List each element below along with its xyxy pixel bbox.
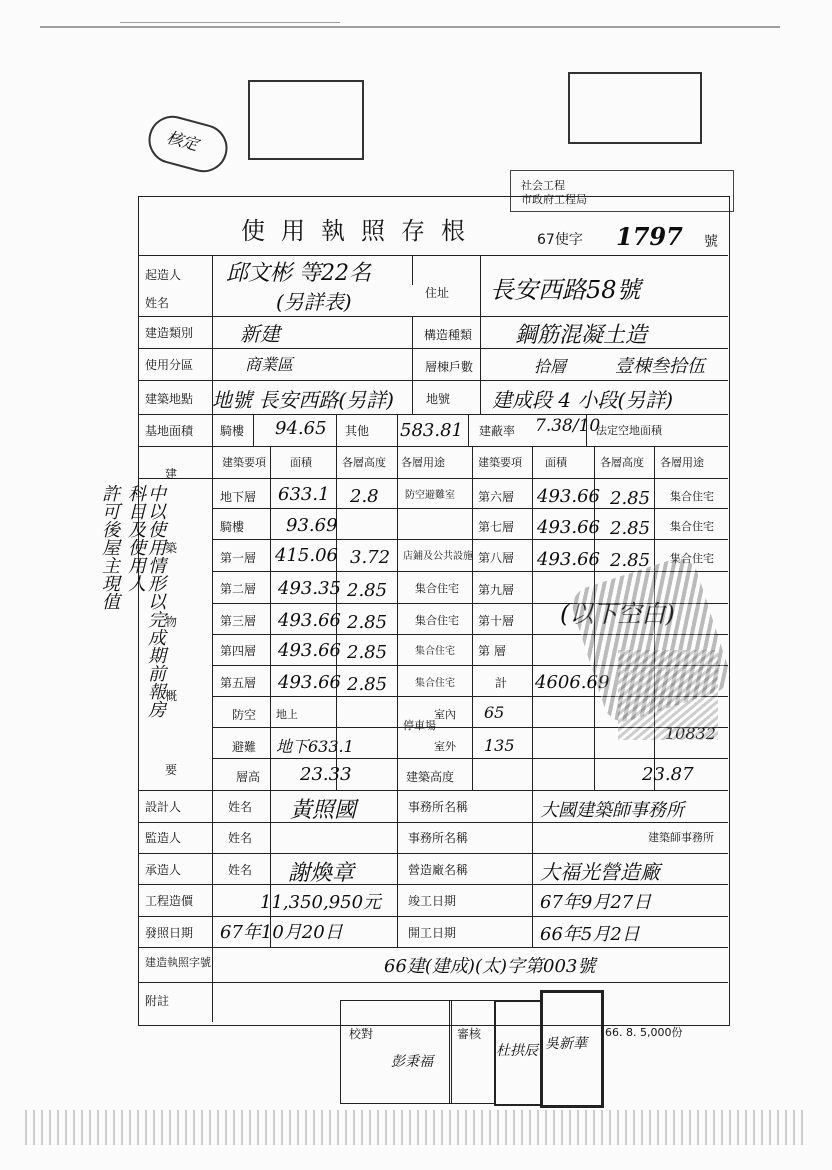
structure-label: 構造種類 (424, 328, 473, 342)
site-label: 建築地點 (145, 392, 194, 406)
building-header-left-height: 各層高度 (342, 456, 386, 469)
floor-height-label: 層高 (236, 770, 261, 784)
building-header-right-item: 建築要項 (478, 456, 522, 469)
contractor-office-label: 營造廠名稱 (408, 863, 469, 877)
parking-out-label: 室外 (434, 740, 456, 753)
left-row-5-height: 2.85 (347, 612, 388, 633)
floors-value: 拾層 (534, 357, 567, 376)
left-row-1-area: 633.1 (278, 484, 330, 505)
building-header-right-area: 面積 (545, 456, 567, 469)
agency-tag-1: 社会工程 (521, 179, 565, 192)
left-row-7-height: 2.85 (347, 674, 388, 695)
site-value: 地號 長安西路(另詳) (212, 388, 394, 412)
building-height-label: 建築高度 (406, 770, 455, 784)
left-row-6-item: 第四層 (220, 644, 257, 658)
permit-suffix: 號 (704, 234, 718, 250)
left-row-1-use: 防空避難室 (405, 490, 455, 501)
top-code-panel (248, 72, 708, 162)
floors-label: 層棟戶數 (425, 360, 474, 374)
cost-label: 工程造價 (145, 894, 194, 908)
building-header-right-use: 各層用途 (660, 456, 704, 469)
shelter-below: 地下633.1 (276, 737, 354, 756)
building-side-char-1: 建 (165, 467, 178, 481)
top-left-code-block (248, 80, 364, 160)
designer-label: 設計人 (145, 800, 182, 814)
left-row-5-item: 第三層 (220, 614, 257, 628)
left-note-col-1: 許可後屋主現值 (99, 484, 120, 610)
left-row-4-area: 493.35 (278, 578, 341, 599)
right-row-5-area: (以下空白) (560, 600, 675, 628)
lot-label: 地號 (426, 392, 451, 406)
remarks-label: 附註 (145, 994, 170, 1008)
top-right-code-block (568, 72, 702, 144)
agency-tag-2: 市政府工程局 (521, 193, 587, 206)
right-row-1-item: 第六層 (478, 490, 515, 504)
left-note-col-3: 中以使用情形以完成期前報房 (145, 484, 166, 718)
coverage-value: 7.38/10 (535, 416, 601, 436)
right-row-3-height: 2.85 (610, 550, 651, 571)
building-side-char-2: 築 (165, 541, 178, 555)
left-row-3-use: 店鋪及公共設施 (403, 551, 473, 562)
building-side-char-5: 要 (165, 763, 178, 777)
parking-value: 10832 (665, 724, 716, 743)
left-row-4-height: 2.85 (347, 580, 388, 601)
permit-value: 66建(建成)(太)字第003號 (384, 956, 596, 977)
building-header-left-use: 各層用途 (401, 456, 445, 469)
document-title: 使用執照存根 (241, 217, 481, 245)
left-row-7-item: 第五層 (220, 676, 257, 690)
structure-value: 鋼筋混凝土造 (515, 323, 648, 348)
designer-office: 大國建築師事務所 (540, 800, 684, 821)
supervisor-office: 建築師事務所 (648, 831, 714, 844)
left-row-5-area: 493.66 (278, 610, 341, 631)
left-row-3-item: 第一層 (220, 551, 257, 565)
right-row-1-use: 集合住宅 (670, 490, 714, 503)
building-header-left-item: 建築要項 (222, 456, 266, 469)
left-row-4-item: 第二層 (220, 582, 257, 596)
left-row-3-area: 415.06 (275, 545, 338, 566)
type-label: 建造類別 (145, 326, 194, 340)
builder-label-1: 起造人 (145, 268, 182, 282)
open-space-label: 法定空地面積 (596, 424, 662, 437)
parking-in: 65 (484, 703, 505, 722)
right-row-6-item: 第 層 (478, 644, 506, 658)
floor-height: 23.33 (300, 764, 352, 785)
stamp-left-text: 審核 (457, 1027, 482, 1041)
units-value: 壹棟叁拾伍 (615, 356, 705, 377)
right-row-2-item: 第七層 (478, 520, 515, 534)
print-count: 66. 8. 5,000份 (605, 1026, 683, 1039)
right-row-3-item: 第八層 (478, 551, 515, 565)
type-value: 新建 (240, 322, 280, 346)
right-row-2-area: 493.66 (537, 517, 600, 538)
start-label: 開工日期 (408, 926, 457, 940)
building-header-right-height: 各層高度 (600, 456, 644, 469)
designer-name: 黃照國 (290, 798, 357, 823)
supervisor-office-label: 事務所名稱 (408, 831, 469, 845)
left-row-1-height: 2.8 (350, 486, 379, 507)
contractor-office: 大福光營造廠 (540, 860, 660, 884)
left-row-4-use: 集合住宅 (415, 582, 459, 595)
approval-round-stamp (143, 110, 233, 177)
building-side-char-3: 物 (165, 615, 178, 629)
stamp-left (449, 1000, 496, 1104)
supervisor-label: 監造人 (145, 831, 182, 845)
left-row-3-height: 3.72 (350, 547, 391, 568)
shelter-label: 防空 (232, 708, 257, 722)
parking-in-label: 室內 (434, 708, 456, 721)
building-height: 23.87 (642, 764, 694, 785)
check-box (340, 1000, 452, 1104)
issue-value: 67年10月20日 (220, 922, 343, 943)
building-header-left-area: 面積 (290, 456, 312, 469)
parking-label: 停車場 (403, 719, 436, 732)
zoning-value: 商業區 (245, 355, 294, 374)
left-row-6-area: 493.66 (278, 640, 341, 661)
builder-value: 邱文彬 等22名 (226, 261, 371, 286)
zoning-label: 使用分區 (145, 358, 194, 372)
base-area-label: 基地面積 (145, 424, 194, 438)
left-row-1-item: 地下層 (220, 490, 257, 504)
contractor-name-label: 姓名 (228, 863, 253, 877)
right-row-7-area: 4606.69 (535, 672, 610, 693)
stamp-right (540, 990, 604, 1108)
shelter-above: 地上 (276, 708, 298, 721)
parking-out: 135 (484, 736, 515, 755)
supervisor-name-label: 姓名 (228, 831, 253, 845)
lot-value: 建成段 4 小段(另詳) (492, 388, 674, 412)
other-label: 其他 (345, 424, 370, 438)
check-name: 彭秉福 (391, 1054, 433, 1070)
permit-prefix: 67使字 (537, 232, 583, 248)
approval-stamp-text: 核定 (164, 127, 201, 155)
stamp-right-text: 吳新華 (545, 1036, 587, 1052)
left-row-6-use: 集合住宅 (415, 646, 455, 657)
right-row-5-item: 第十層 (478, 614, 515, 628)
left-note-col-2: 科目及使用人 (125, 484, 146, 592)
designer-name-label: 姓名 (228, 800, 253, 814)
right-row-3-use: 集合住宅 (670, 552, 714, 565)
issue-label: 發照日期 (145, 926, 194, 940)
permit-label: 建造執照字號 (145, 956, 211, 969)
left-row-7-use: 集合住宅 (415, 678, 455, 689)
right-row-2-use: 集合住宅 (670, 520, 714, 533)
contractor-name: 謝煥章 (288, 861, 355, 886)
coverage-label: 建蔽率 (479, 424, 516, 438)
shelter-below-label: 避難 (232, 740, 257, 754)
right-row-3-area: 493.66 (537, 549, 600, 570)
right-row-2-height: 2.85 (610, 518, 651, 539)
left-row-7-area: 493.66 (278, 672, 341, 693)
building-side-char-4: 概 (165, 689, 178, 703)
right-row-1-height: 2.85 (610, 488, 651, 509)
address-label: 住址 (425, 286, 450, 300)
cost-value: 11,350,950元 (260, 892, 382, 913)
right-row-1-area: 493.66 (537, 486, 600, 507)
arcade-label: 騎樓 (220, 424, 245, 438)
left-row-2-item: 騎樓 (220, 520, 245, 534)
complete-label: 竣工日期 (408, 894, 457, 908)
address-value: 長安西路58號 (490, 276, 641, 304)
designer-office-label: 事務所名稱 (408, 800, 469, 814)
complete-value: 67年9月27日 (540, 892, 652, 913)
right-row-4-item: 第九層 (478, 583, 515, 597)
stamp-center (494, 1000, 542, 1106)
contractor-label: 承造人 (145, 863, 182, 877)
start-value: 66年5月2日 (540, 924, 640, 945)
left-row-5-use: 集合住宅 (415, 614, 459, 627)
check-label: 校對 (349, 1027, 374, 1041)
permit-number: 1797 (616, 222, 683, 251)
builder-label-2: 姓名 (145, 296, 170, 310)
stamp-center-text: 杜拱辰 (496, 1043, 538, 1059)
top-mid-code-block (392, 80, 512, 156)
other-value: 583.81 (400, 420, 463, 441)
arcade-value: 94.65 (275, 418, 327, 439)
left-row-6-height: 2.85 (347, 642, 388, 663)
builder-note: (另詳表) (276, 290, 352, 314)
right-row-7-item: 計 (495, 676, 508, 690)
header-scan-strip (40, 18, 800, 38)
left-row-2-area: 93.69 (286, 515, 338, 536)
